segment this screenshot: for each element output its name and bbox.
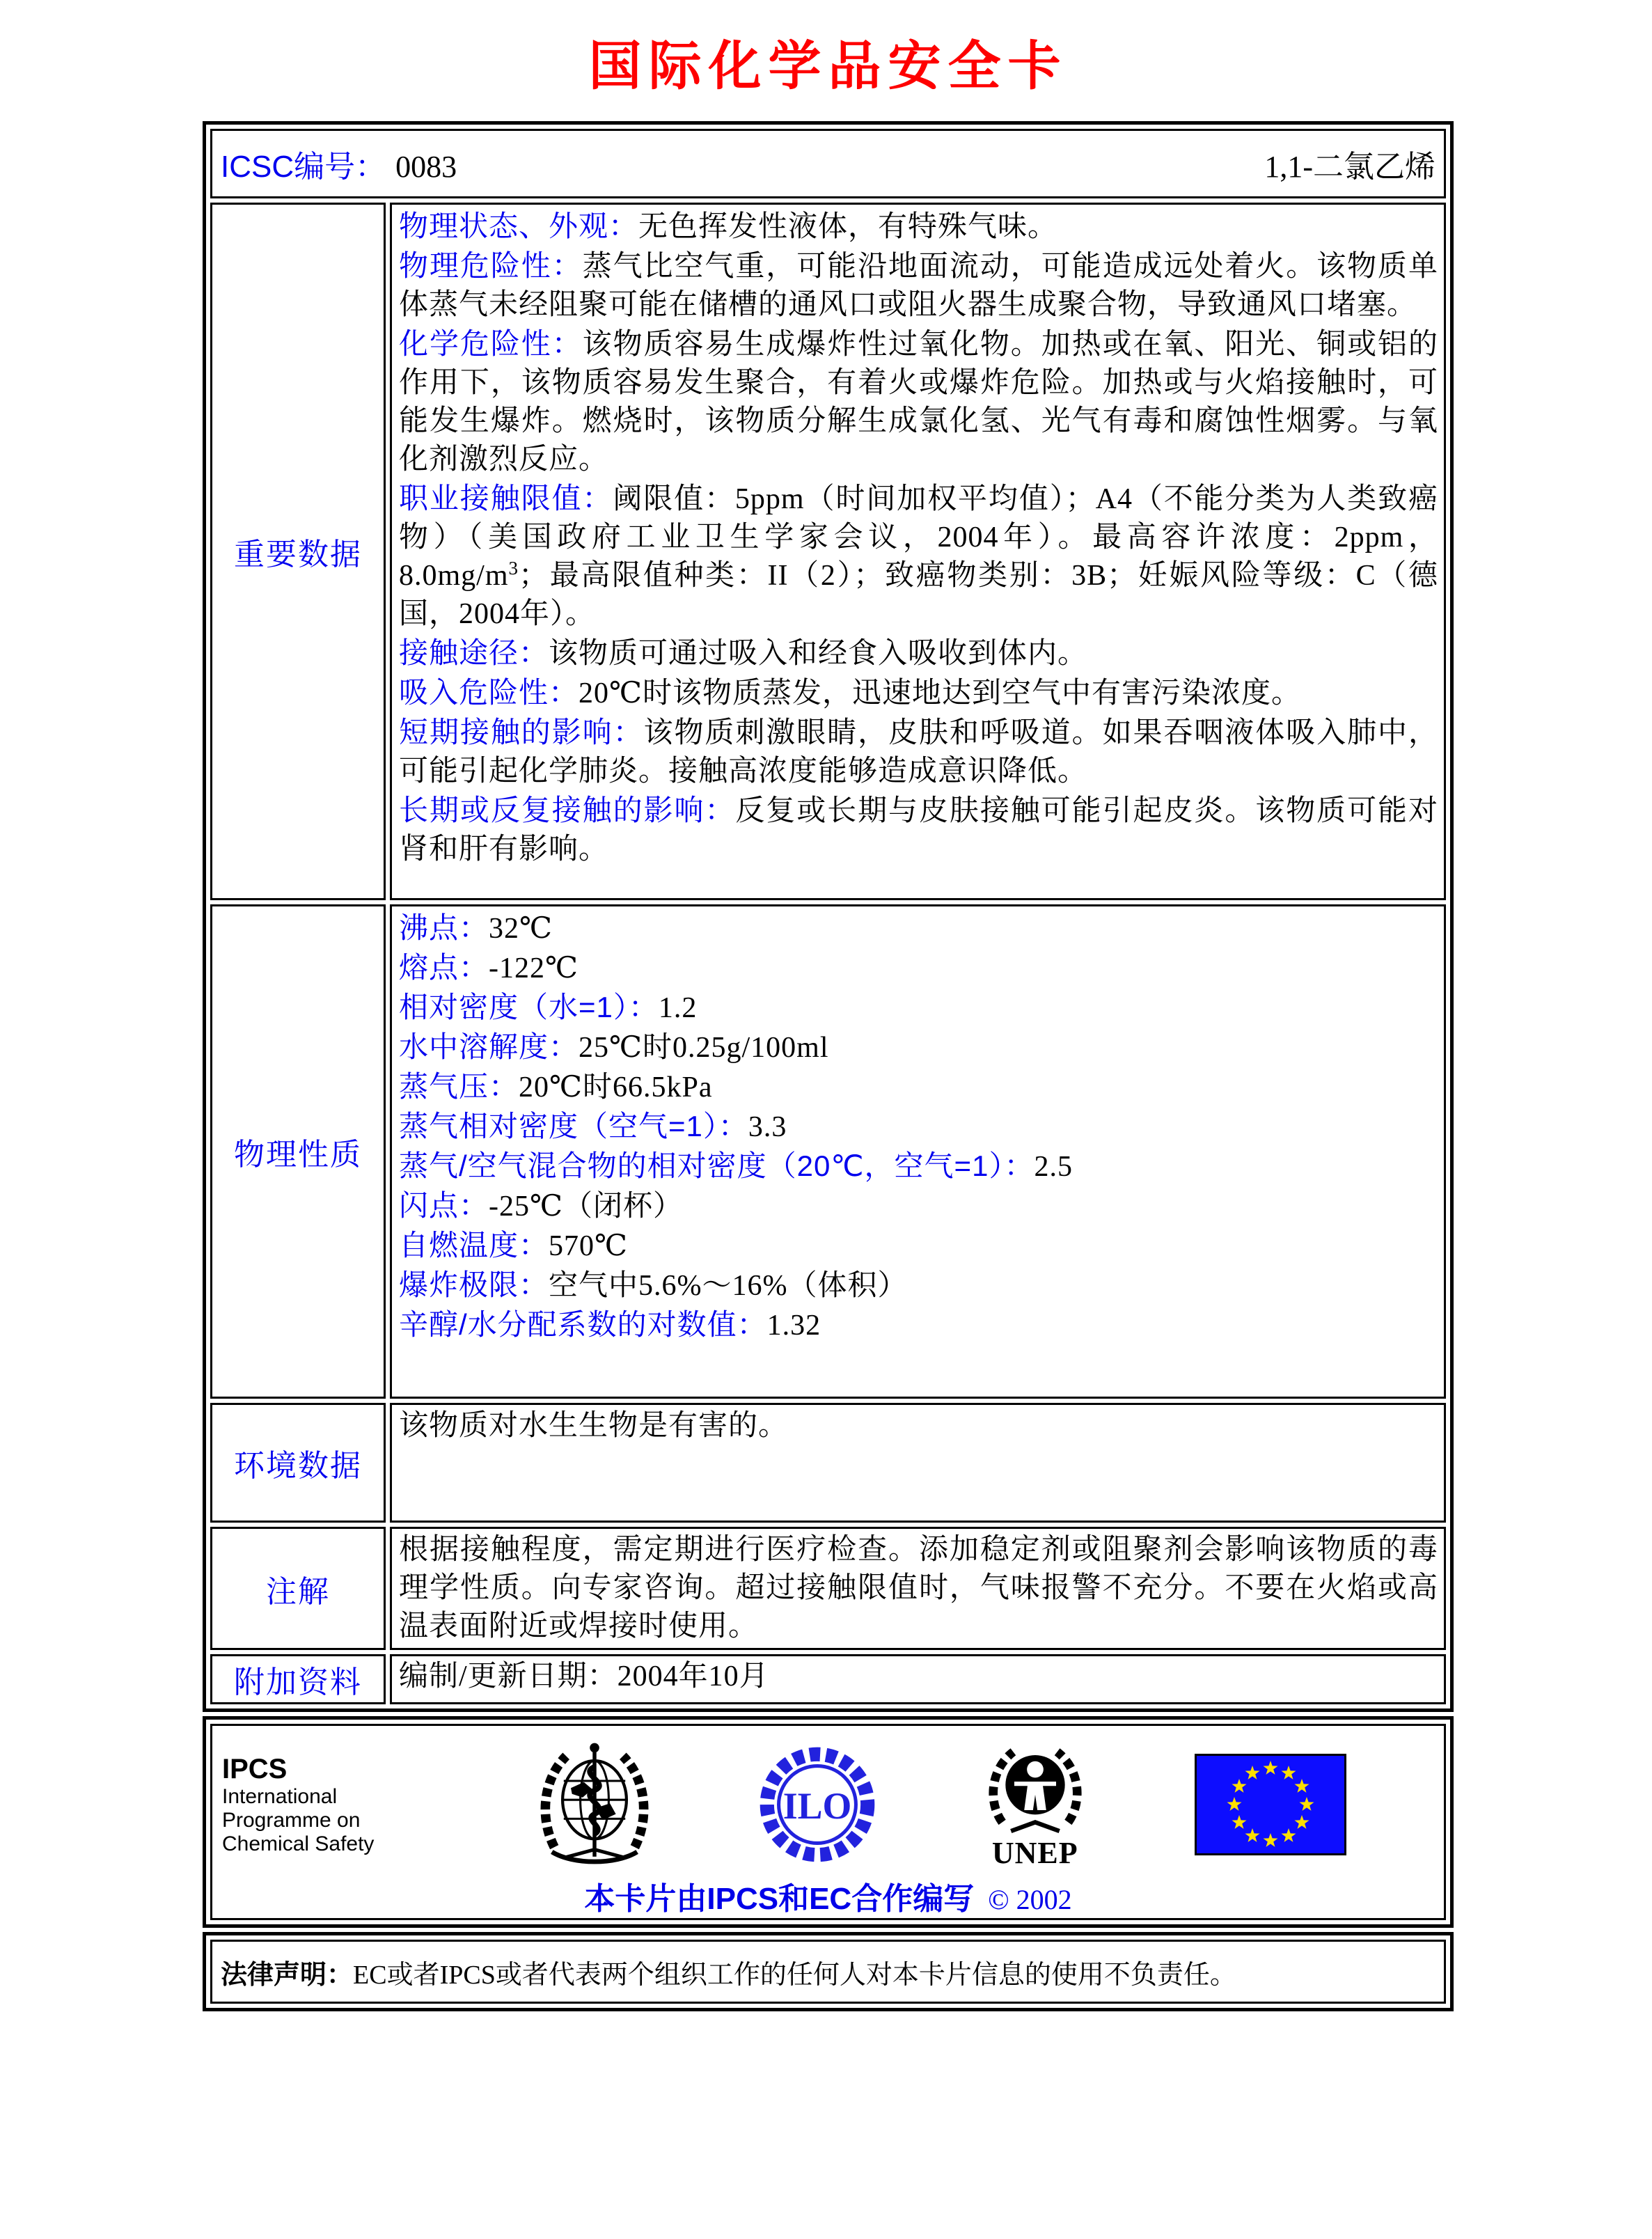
field-text: 1.32: [766, 1310, 821, 1342]
legal-row: [210, 1940, 1446, 2004]
field-text: 2.5: [1034, 1151, 1073, 1183]
ipcs-heading: IPCS: [222, 1754, 288, 1784]
field-text: 该物质对水生生物是有害的。: [399, 1410, 789, 1442]
paragraph: [399, 1407, 1438, 1445]
field-text: 编制/更新日期：2004年10月: [399, 1660, 769, 1692]
field-label: 蒸气压：: [399, 1070, 519, 1103]
unep-logo-block: [980, 1741, 1090, 1869]
page-title: 国际化学品安全卡: [588, 38, 1068, 96]
field-label: 水中溶解度：: [399, 1030, 579, 1063]
section-content-notes: [390, 1527, 1446, 1650]
logos-row: [210, 1724, 1446, 1920]
field-label: 爆炸极限：: [399, 1268, 549, 1301]
section-row-environmental-data: [210, 1403, 1446, 1523]
paragraph: [399, 1226, 1438, 1266]
paragraph: [399, 988, 1438, 1028]
chemical-name: 1,1-二氯乙烯: [1264, 150, 1435, 184]
who-logo-icon: [535, 1740, 654, 1869]
ipcs-subline-3: Chemical Safety: [222, 1832, 375, 1855]
paragraph: [399, 1186, 1438, 1226]
paragraph: [399, 479, 1438, 634]
field-text: ；最高限值种类：II（2）；致癌物类别：3B；妊娠风险等级：C（德国，2004年）。: [399, 560, 1438, 630]
header-cell: [210, 129, 1446, 198]
section-row-notes: [210, 1527, 1446, 1650]
section-label-important-data: 重要数据: [210, 203, 386, 900]
section-content-important-data: [390, 203, 1446, 900]
logos-cell: [210, 1724, 1446, 1920]
field-label: 沸点：: [399, 911, 489, 944]
field-text: 570℃: [549, 1230, 628, 1262]
paragraph: [399, 791, 1438, 869]
section-content-additional-info: [390, 1654, 1446, 1704]
field-label: 化学危险性：: [399, 327, 583, 360]
ipcs-subline-1: International: [222, 1785, 338, 1808]
field-text: 20℃时66.5kPa: [519, 1071, 713, 1103]
cooperation-caption: 本卡片由IPCS和EC合作编写: [584, 1882, 975, 1916]
header-row: [210, 129, 1446, 198]
paragraph: [399, 324, 1438, 479]
section-label-environmental-data: 环境数据: [210, 1403, 386, 1523]
legal-box: [203, 1932, 1454, 2011]
unep-logo-icon: [980, 1741, 1090, 1838]
main-table: [203, 121, 1454, 1712]
section-content-environmental-data: [390, 1403, 1446, 1523]
paragraph: [399, 1067, 1438, 1107]
eu-flag-icon: [1195, 1754, 1346, 1855]
field-text: 25℃时0.25g/100ml: [579, 1032, 829, 1064]
field-text: 该物质可通过吸入和经食入吸收到体内。: [549, 638, 1088, 670]
field-text: 该物质容易生成爆炸性过氧化物。加热或在氧、阳光、铜或铝的作用下，该物质容易发生聚合，有着火或爆炸危险。加热或与火焰接触时，可能发生爆炸。燃烧时，该物质分解生成氯化氢、光气有毒和腐蚀性烟雾。与氧化剂激烈反应。: [399, 329, 1438, 476]
field-label: 物理状态、外观：: [399, 210, 639, 242]
section-row-additional-info: [210, 1654, 1446, 1704]
field-label: 吸入危险性：: [399, 676, 579, 709]
ipcs-subline-2: Programme on: [222, 1809, 361, 1832]
paragraph: [399, 1305, 1438, 1345]
paragraph: [399, 673, 1438, 713]
field-label: 相对密度（水=1）：: [399, 991, 659, 1023]
paragraph: [399, 634, 1438, 673]
icsc-number-group: [221, 141, 457, 186]
field-text: 无色挥发性液体，有特殊气味。: [638, 211, 1058, 243]
field-label: 闪点：: [399, 1189, 489, 1222]
field-text: 20℃时该物质蒸发，迅速地达到空气中有害污染浓度。: [579, 677, 1302, 709]
field-label: 物理危险性：: [399, 249, 583, 282]
field-label: 接触途径：: [399, 636, 549, 669]
field-text: -25℃（闭杯）: [489, 1191, 683, 1223]
ipcs-text-block: [222, 1753, 431, 1856]
field-label: 熔点：: [399, 951, 489, 984]
field-label: 短期接触的影响：: [399, 716, 644, 748]
paragraph: [399, 1028, 1438, 1067]
field-text: 1.2: [658, 992, 698, 1024]
ilo-logo-icon: [759, 1746, 876, 1863]
paragraph: [399, 1107, 1438, 1147]
logos-box: [203, 1716, 1454, 1928]
copyright-text: © 2002: [988, 1884, 1072, 1915]
field-label: 自燃温度：: [399, 1229, 549, 1262]
field-text: 根据接触程度，需定期进行医疗检查。添加稳定剂或阻聚剂会影响该物质的毒理学性质。向专家咨询。超过接触限值时，气味报警不充分。不要在火焰或高温表面附近或焊接时使用。: [399, 1534, 1438, 1642]
field-text: 该物质刺激眼睛，皮肤和呼吸道。如果吞咽液体吸入肺中，可能引起化学肺炎。接触高浓度能够造成意识降低。: [399, 717, 1438, 787]
field-text: -122℃: [489, 952, 579, 984]
section-label-notes: 注解: [210, 1527, 386, 1650]
legal-cell: [210, 1940, 1446, 2004]
field-text: 3.3: [748, 1111, 787, 1143]
field-label: 辛醇/水分配系数的对数值：: [399, 1308, 767, 1341]
field-label: 蒸气/空气混合物的相对密度（20℃，空气=1）：: [399, 1149, 1035, 1182]
paragraph: [399, 948, 1438, 988]
paragraph: [399, 1266, 1438, 1305]
paragraph: [399, 713, 1438, 791]
field-text: 反复或长期与皮肤接触可能引起皮炎。该物质可能对肾和肝有影响。: [399, 795, 1438, 865]
legal-notice-text: EC或者IPCS或者代表两个组织工作的任何人对本卡片信息的使用不负责任。: [353, 1960, 1236, 1990]
legal-notice-label: 法律声明：: [221, 1960, 354, 1990]
section-label-physical-properties: 物理性质: [210, 904, 386, 1399]
field-label: 职业接触限值：: [399, 482, 613, 514]
section-row-important-data: [210, 203, 1446, 900]
icsc-number-value: 0083: [395, 150, 457, 184]
icsc-number-label: ICSC编号：: [221, 150, 386, 184]
section-content-physical-properties: [390, 904, 1446, 1399]
field-label: 长期或反复接触的影响：: [399, 794, 736, 826]
unep-logo-text: UNEP: [991, 1836, 1078, 1870]
paragraph: [399, 207, 1438, 246]
paragraph: [399, 1658, 1438, 1695]
paragraph: [399, 246, 1438, 324]
section-row-physical-properties: [210, 904, 1446, 1399]
sections-body: [210, 203, 1446, 1704]
field-text: 阈限值：5ppm（时间加权平均值）；A4（不能分类为人类致癌物）（美国政府工业卫生学家会议，2004年）。最高容许浓度：2ppm，8.0mg/m: [399, 483, 1438, 592]
caption-row: [212, 1873, 1444, 1918]
section-label-additional-info: 附加资料: [210, 1654, 386, 1704]
field-text: 32℃: [489, 913, 553, 945]
field-label: 蒸气相对密度（空气=1）：: [399, 1110, 748, 1142]
field-text: 蒸气比空气重，可能沿地面流动，可能造成远处着火。该物质单体蒸气未经阻聚可能在储槽的通风口或阻火器生成聚合物，导致通风口堵塞。: [399, 251, 1438, 321]
paragraph: [399, 1147, 1438, 1186]
paragraph: [399, 1531, 1438, 1646]
paragraph: [399, 909, 1438, 948]
field-text: 空气中5.6%～16%（体积）: [549, 1270, 908, 1302]
field-text: 3: [508, 558, 519, 579]
icsc-card: [203, 0, 1454, 2011]
ilo-logo-text: ILO: [782, 1785, 851, 1828]
